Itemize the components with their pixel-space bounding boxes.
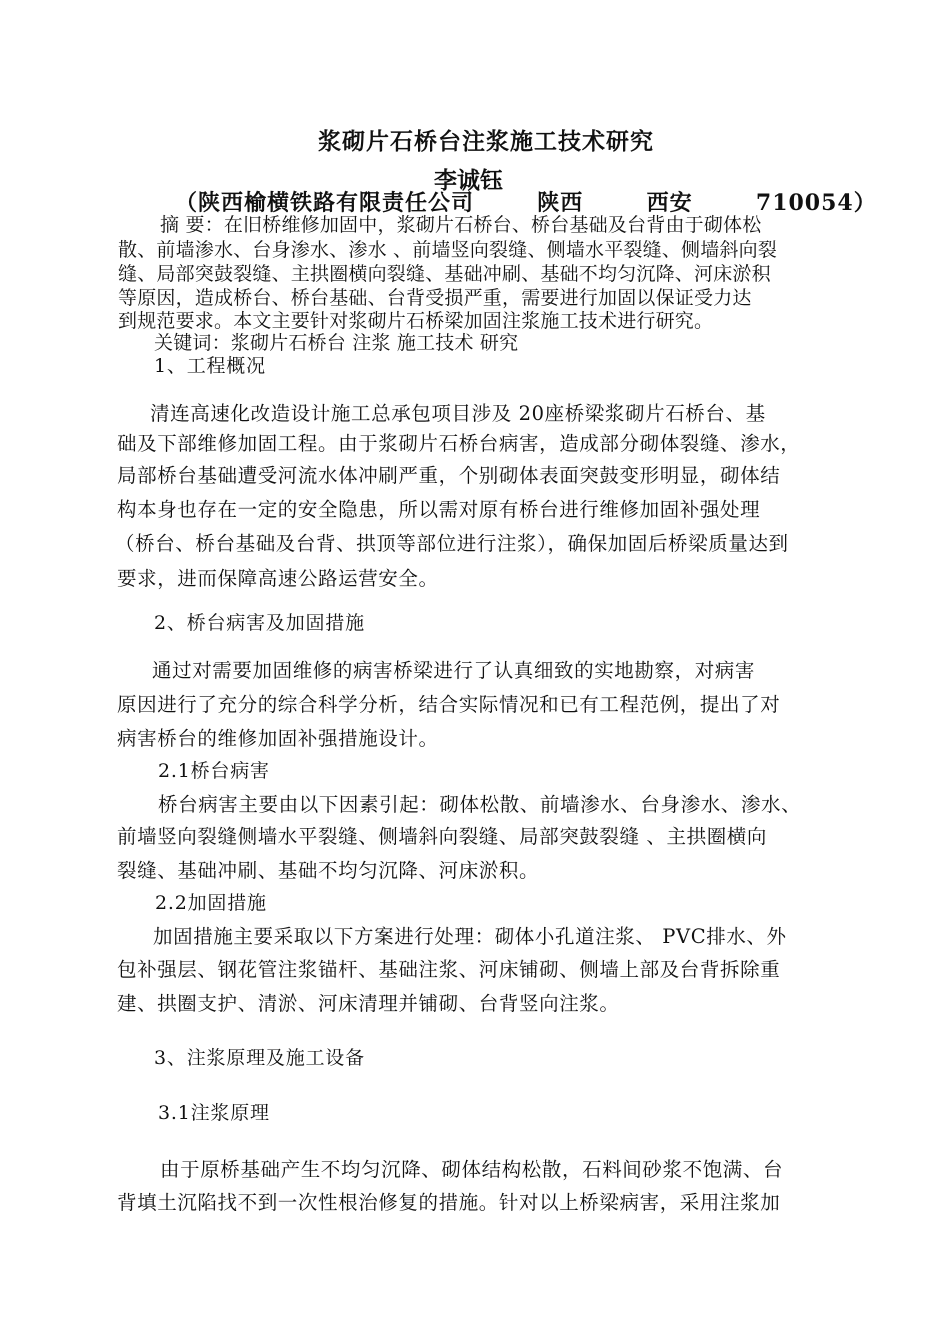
- author-affiliation: （陕西榆横铁路有限责任公司 陕西 西安 710054）: [175, 190, 877, 216]
- paragraph-line: 要求，进而保障高速公路运营安全。: [117, 567, 439, 590]
- paragraph-line: 裂缝、基础冲刷、基础不均匀沉降、河床淤积。: [117, 859, 540, 882]
- abstract-line: 到规范要求。本文主要针对浆砌片石桥梁加固注浆施工技术进行研究。: [118, 310, 714, 332]
- paragraph-line: （桥台、桥台基础及台背、拱顶等部位进行注浆），确保加固后桥梁质量达到: [115, 532, 789, 555]
- paragraph-line: 前墙竖向裂缝侧墙水平裂缝、侧墙斜向裂缝、局部突鼓裂缝 、主拱圈横向: [117, 825, 767, 848]
- paragraph-line: 由于原桥基础产生不均匀沉降、砌体结构松散，石料间砂浆不饱满、台: [160, 1158, 784, 1181]
- paragraph-line: 局部桥台基础遭受河流水体冲刷严重，个别砌体表面突鼓变形明显，砌体结: [117, 464, 781, 487]
- paragraph-line: 通过对需要加固维修的病害桥梁进行了认真细致的实地勘察，对病害: [152, 659, 756, 682]
- abstract-line: 等原因，造成桥台、桥台基础、台背受损严重，需要进行加固以保证受力达: [118, 287, 752, 309]
- abstract-line: 散、前墙渗水、台身渗水、渗水 、前墙竖向裂缝、侧墙水平裂缝、侧墙斜向裂: [118, 239, 778, 261]
- paragraph-line: 背填土沉陷找不到一次性根治修复的措施。针对以上桥梁病害，采用注浆加: [117, 1191, 781, 1214]
- author-name: 李诚钰: [434, 167, 503, 194]
- paragraph-line: 构本身也存在一定的安全隐患，所以需对原有桥台进行维修加固补强处理: [117, 498, 761, 521]
- paragraph-line: 建、拱圈支护、清淤、河床清理并铺砌、台背竖向注浆。: [117, 992, 620, 1015]
- paragraph-line: 桥台病害主要由以下因素引起：砌体松散、前墙渗水、台身渗水、渗水、: [158, 793, 802, 816]
- section-heading: 1、工程概况: [154, 355, 266, 377]
- paragraph-line: 清连高速化改造设计施工总承包项目涉及 20座桥梁浆砌片石桥台、基: [150, 402, 766, 425]
- subsection-heading: 2.2加固措施: [155, 892, 267, 914]
- keywords: 关键词：浆砌片石桥台 注浆 施工技术 研究: [154, 332, 519, 354]
- abstract-line: 缝、局部突鼓裂缝、主拱圈横向裂缝、基础冲刷、基础不均匀沉降、河床淤积: [118, 263, 771, 285]
- paragraph-line: 加固措施主要采取以下方案进行处理：砌体小孔道注浆、 PVC排水、外: [153, 925, 787, 948]
- subsection-heading: 3.1注浆原理: [158, 1102, 270, 1124]
- paragraph-line: 包补强层、钢花管注浆锚杆、基础注浆、河床铺砌、侧墙上部及台背拆除重: [117, 958, 781, 981]
- section-heading: 3、注浆原理及施工设备: [154, 1047, 365, 1069]
- paragraph-line: 病害桥台的维修加固补强措施设计。: [117, 727, 439, 750]
- abstract-line: 摘 要：在旧桥维修加固中，浆砌片石桥台、桥台基础及台背由于砌体松: [160, 214, 762, 236]
- paragraph-line: 础及下部维修加固工程。由于浆砌片石桥台病害，造成部分砌体裂缝、渗水，: [117, 432, 801, 455]
- subsection-heading: 2.1桥台病害: [158, 760, 270, 782]
- paragraph-line: 原因进行了充分的综合科学分析，结合实际情况和已有工程范例，提出了对: [117, 693, 781, 716]
- page-title: 浆砌片石桥台注浆施工技术研究: [318, 128, 654, 155]
- section-heading: 2、桥台病害及加固措施: [154, 612, 365, 634]
